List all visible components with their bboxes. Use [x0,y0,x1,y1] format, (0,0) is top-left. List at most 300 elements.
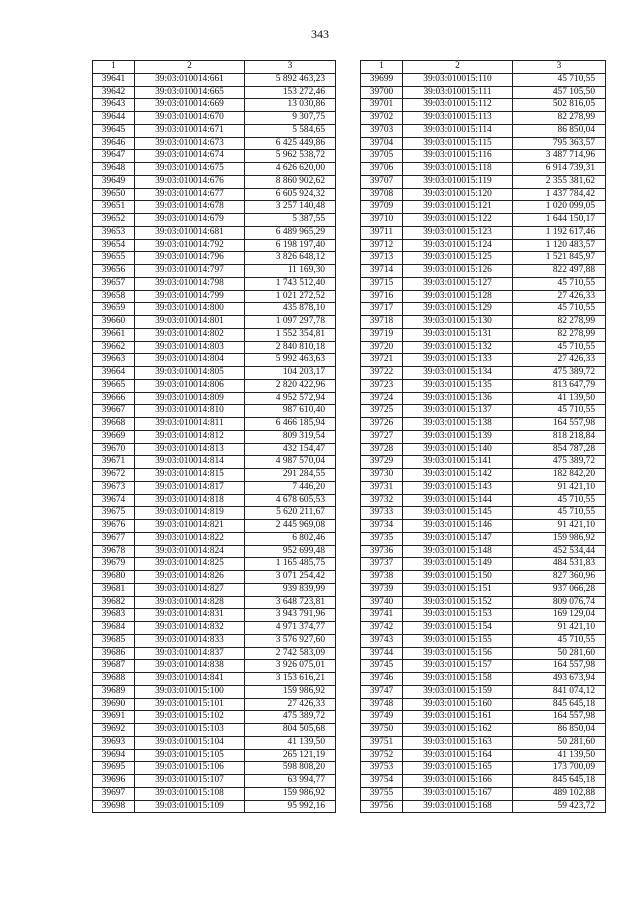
table-row [93,328,336,341]
cadastral-id-cell: 39:03:010014:805 [135,367,245,380]
table-row [93,787,336,800]
cadastral-id-cell: 39:03:010014:813 [135,443,245,456]
table-row [361,583,606,596]
row-number-cell: 39677 [93,532,135,545]
table-row [361,201,606,214]
cadastral-id-cell: 39:03:010015:166 [403,775,513,788]
value-cell: 91 421,10 [513,622,606,635]
value-cell: 5 387,55 [245,214,336,227]
table-row [93,379,336,392]
value-cell: 182 842,20 [513,469,606,482]
table-row [361,150,606,163]
table-row [361,124,606,137]
row-number-cell: 39701 [361,99,403,112]
value-cell: 41 139,50 [245,736,336,749]
value-cell: 4 678 605,53 [245,494,336,507]
row-number-cell: 39719 [361,328,403,341]
value-cell: 4 952 572,94 [245,392,336,405]
cadastral-id-cell: 39:03:010015:156 [403,647,513,660]
table-row [361,685,606,698]
value-cell: 484 531,83 [513,558,606,571]
row-number-cell: 39684 [93,622,135,635]
row-number-cell: 39644 [93,112,135,125]
table-row [361,290,606,303]
value-cell: 939 839,99 [245,583,336,596]
table-row [93,341,336,354]
row-number-cell: 39726 [361,418,403,431]
row-number-cell: 39749 [361,711,403,724]
cadastral-id-cell: 39:03:010014:828 [135,596,245,609]
value-cell: 91 421,10 [513,481,606,494]
row-number-cell: 39688 [93,673,135,686]
row-number-cell: 39703 [361,124,403,137]
value-cell: 841 074,12 [513,685,606,698]
row-number-cell: 39752 [361,749,403,762]
row-number-cell: 39745 [361,660,403,673]
row-number-cell: 39659 [93,303,135,316]
cadastral-id-cell: 39:03:010015:159 [403,685,513,698]
table-row [93,290,336,303]
row-number-cell: 39738 [361,571,403,584]
cadastral-id-cell: 39:03:010015:140 [403,443,513,456]
cadastral-id-cell: 39:03:010014:671 [135,124,245,137]
table-row [361,367,606,380]
table-row [361,392,606,405]
cadastral-id-cell: 39:03:010015:124 [403,239,513,252]
table-row [93,481,336,494]
table-row [361,341,606,354]
row-number-cell: 39641 [93,73,135,86]
value-cell: 6 198 197,40 [245,239,336,252]
table-row [361,214,606,227]
row-number-cell: 39735 [361,532,403,545]
cadastral-id-cell: 39:03:010015:100 [135,685,245,698]
table-row [361,86,606,99]
row-number-cell: 39649 [93,175,135,188]
cadastral-id-cell: 39:03:010015:106 [135,762,245,775]
value-cell: 86 850,04 [513,124,606,137]
table-row [93,226,336,239]
cadastral-id-cell: 39:03:010014:822 [135,532,245,545]
table-row [361,405,606,418]
row-number-cell: 39687 [93,660,135,673]
value-cell: 27 426,33 [245,698,336,711]
table-row [361,456,606,469]
value-cell: 452 534,44 [513,545,606,558]
table-row [361,481,606,494]
row-number-cell: 39707 [361,175,403,188]
cadastral-id-cell: 39:03:010014:833 [135,634,245,647]
table-row [361,112,606,125]
value-cell: 432 154,47 [245,443,336,456]
row-number-cell: 39656 [93,265,135,278]
row-number-cell: 39673 [93,481,135,494]
value-cell: 8 860 902,62 [245,175,336,188]
cadastral-id-cell: 39:03:010014:832 [135,622,245,635]
value-cell: 91 421,10 [513,520,606,533]
cadastral-id-cell: 39:03:010014:841 [135,673,245,686]
table-row [93,367,336,380]
cadastral-id-cell: 39:03:010015:113 [403,112,513,125]
value-cell: 4 971 374,77 [245,622,336,635]
value-cell: 95 992,16 [245,800,336,813]
cadastral-id-cell: 39:03:010015:107 [135,775,245,788]
row-number-cell: 39676 [93,520,135,533]
value-cell: 1 097 297,78 [245,316,336,329]
row-number-cell: 39710 [361,214,403,227]
value-cell: 493 673,94 [513,673,606,686]
value-cell: 45 710,55 [513,341,606,354]
cadastral-id-cell: 39:03:010014:804 [135,354,245,367]
table-row [93,430,336,443]
row-number-cell: 39661 [93,328,135,341]
cadastral-id-cell: 39:03:010014:819 [135,507,245,520]
value-cell: 1 552 354,81 [245,328,336,341]
table-row [93,596,336,609]
value-cell: 9 307,75 [245,112,336,125]
cadastral-id-cell: 39:03:010015:138 [403,418,513,431]
row-number-cell: 39715 [361,277,403,290]
row-number-cell: 39748 [361,698,403,711]
cadastral-id-cell: 39:03:010015:111 [403,86,513,99]
table-row [93,277,336,290]
table-row [361,545,606,558]
cadastral-id-cell: 39:03:010014:673 [135,137,245,150]
row-number-cell: 39666 [93,392,135,405]
value-cell: 3 648 723,81 [245,596,336,609]
value-cell: 6 489 965,29 [245,226,336,239]
value-cell: 169 129,04 [513,609,606,622]
value-cell: 7 446,20 [245,481,336,494]
column-header-value: 3 [245,61,336,74]
table-row [361,558,606,571]
table-row [93,354,336,367]
row-number-cell: 39685 [93,634,135,647]
row-number-cell: 39670 [93,443,135,456]
table-row [361,469,606,482]
cadastral-id-cell: 39:03:010014:801 [135,316,245,329]
table-row [361,532,606,545]
header-row [361,61,606,74]
table-row [361,354,606,367]
row-number-cell: 39734 [361,520,403,533]
cadastral-id-cell: 39:03:010015:109 [135,800,245,813]
cadastral-id-cell: 39:03:010014:792 [135,239,245,252]
cadastral-id-cell: 39:03:010015:158 [403,673,513,686]
value-cell: 2 840 810,18 [245,341,336,354]
cadastral-id-cell: 39:03:010015:119 [403,175,513,188]
value-cell: 45 710,55 [513,494,606,507]
column-header-cadastral-id: 2 [135,61,245,74]
row-number-cell: 39689 [93,685,135,698]
cadastral-id-cell: 39:03:010014:817 [135,481,245,494]
value-cell: 1 020 099,05 [513,201,606,214]
table-row [93,392,336,405]
cadastral-id-cell: 39:03:010015:143 [403,481,513,494]
table-row [361,379,606,392]
row-number-cell: 39678 [93,545,135,558]
value-cell: 4 626 620,00 [245,163,336,176]
table-row [93,673,336,686]
value-cell: 82 278,99 [513,316,606,329]
value-cell: 489 102,88 [513,787,606,800]
cadastral-id-cell: 39:03:010015:118 [403,163,513,176]
row-number-cell: 39741 [361,609,403,622]
row-number-cell: 39720 [361,341,403,354]
table-row [361,609,606,622]
row-number-cell: 39650 [93,188,135,201]
cadastral-id-cell: 39:03:010014:821 [135,520,245,533]
value-cell: 2 742 583,09 [245,647,336,660]
row-number-cell: 39705 [361,150,403,163]
table-row [361,239,606,252]
table-row [93,800,336,813]
cadastral-id-cell: 39:03:010014:826 [135,571,245,584]
value-cell: 809 076,74 [513,596,606,609]
value-cell: 937 066,28 [513,583,606,596]
cadastral-id-cell: 39:03:010014:678 [135,201,245,214]
cadastral-id-cell: 39:03:010015:150 [403,571,513,584]
cadastral-id-cell: 39:03:010015:110 [403,73,513,86]
value-cell: 50 281,60 [513,736,606,749]
table-row [93,188,336,201]
table-row [361,571,606,584]
cadastral-id-cell: 39:03:010015:148 [403,545,513,558]
value-cell: 153 272,46 [245,86,336,99]
cadastral-id-cell: 39:03:010015:102 [135,711,245,724]
value-cell: 13 030,86 [245,99,336,112]
cadastral-id-cell: 39:03:010014:810 [135,405,245,418]
value-cell: 457 105,50 [513,86,606,99]
cadastral-id-cell: 39:03:010015:121 [403,201,513,214]
row-number-cell: 39691 [93,711,135,724]
cadastral-id-cell: 39:03:010015:103 [135,724,245,737]
value-cell: 5 584,65 [245,124,336,137]
table-row [361,596,606,609]
row-number-cell: 39727 [361,430,403,443]
table-row [361,762,606,775]
value-cell: 159 986,92 [245,787,336,800]
value-cell: 159 986,92 [245,685,336,698]
cadastral-id-cell: 39:03:010015:123 [403,226,513,239]
row-number-cell: 39751 [361,736,403,749]
cadastral-id-cell: 39:03:010015:114 [403,124,513,137]
table-row [93,112,336,125]
row-number-cell: 39697 [93,787,135,800]
row-number-cell: 39667 [93,405,135,418]
table-row [93,99,336,112]
value-cell: 6 802,46 [245,532,336,545]
row-number-cell: 39704 [361,137,403,150]
row-number-cell: 39723 [361,379,403,392]
cadastral-id-cell: 39:03:010015:144 [403,494,513,507]
table-row [361,787,606,800]
cadastral-id-cell: 39:03:010015:154 [403,622,513,635]
table-row [361,800,606,813]
row-number-cell: 39693 [93,736,135,749]
value-cell: 86 850,04 [513,724,606,737]
row-number-cell: 39692 [93,724,135,737]
value-cell: 6 605 924,32 [245,188,336,201]
row-number-cell: 39675 [93,507,135,520]
row-number-cell: 39642 [93,86,135,99]
cadastral-id-cell: 39:03:010015:131 [403,328,513,341]
table-row [93,137,336,150]
row-number-cell: 39645 [93,124,135,137]
table-row [361,163,606,176]
row-number-cell: 39680 [93,571,135,584]
table-row [93,124,336,137]
value-cell: 1 437 784,42 [513,188,606,201]
value-cell: 41 139,50 [513,749,606,762]
table-row [93,698,336,711]
row-number-cell: 39646 [93,137,135,150]
table-row [93,711,336,724]
table-row [93,660,336,673]
value-cell: 45 710,55 [513,277,606,290]
cadastral-id-cell: 39:03:010014:679 [135,214,245,227]
cadastral-id-cell: 39:03:010015:151 [403,583,513,596]
value-cell: 27 426,33 [513,354,606,367]
table-row [93,443,336,456]
row-number-cell: 39660 [93,316,135,329]
table-row [93,685,336,698]
value-cell: 82 278,99 [513,112,606,125]
value-cell: 45 710,55 [513,405,606,418]
cadastral-id-cell: 39:03:010015:146 [403,520,513,533]
row-number-cell: 39730 [361,469,403,482]
row-number-cell: 39716 [361,290,403,303]
row-number-cell: 39756 [361,800,403,813]
row-number-cell: 39654 [93,239,135,252]
value-cell: 1 743 512,40 [245,277,336,290]
value-cell: 3 926 075,01 [245,660,336,673]
value-cell: 845 645,18 [513,698,606,711]
cadastral-id-cell: 39:03:010015:160 [403,698,513,711]
table-row [93,762,336,775]
value-cell: 3 487 714,96 [513,150,606,163]
table-row [93,609,336,622]
table-row [93,494,336,507]
table-row [93,163,336,176]
cadastral-id-cell: 39:03:010015:112 [403,99,513,112]
cadastral-id-cell: 39:03:010015:127 [403,277,513,290]
cadastral-id-cell: 39:03:010014:811 [135,418,245,431]
table-row [93,736,336,749]
value-cell: 6 914 739,31 [513,163,606,176]
table-row [361,749,606,762]
value-cell: 3 826 648,12 [245,252,336,265]
row-number-cell: 39755 [361,787,403,800]
cadastral-id-cell: 39:03:010015:126 [403,265,513,278]
value-cell: 809 319,54 [245,430,336,443]
value-cell: 45 710,55 [513,73,606,86]
value-cell: 795 363,57 [513,137,606,150]
value-cell: 164 557,98 [513,711,606,724]
table-row [93,405,336,418]
value-cell: 45 710,55 [513,303,606,316]
value-cell: 104 203,17 [245,367,336,380]
table-row [93,418,336,431]
row-number-cell: 39753 [361,762,403,775]
row-number-cell: 39696 [93,775,135,788]
cadastral-id-cell: 39:03:010014:661 [135,73,245,86]
cadastral-id-cell: 39:03:010014:837 [135,647,245,660]
row-number-cell: 39754 [361,775,403,788]
page-number: 343 [311,27,329,41]
table-row [93,532,336,545]
cadastral-id-cell: 39:03:010015:165 [403,762,513,775]
row-number-cell: 39702 [361,112,403,125]
cadastral-id-cell: 39:03:010015:167 [403,787,513,800]
value-cell: 6 466 185,94 [245,418,336,431]
row-number-cell: 39664 [93,367,135,380]
cadastral-id-cell: 39:03:010015:104 [135,736,245,749]
row-number-cell: 39643 [93,99,135,112]
value-cell: 2 355 381,62 [513,175,606,188]
row-number-cell: 39746 [361,673,403,686]
value-cell: 845 645,18 [513,775,606,788]
row-number-cell: 39668 [93,418,135,431]
row-number-cell: 39731 [361,481,403,494]
column-header-number: 1 [93,61,135,74]
row-number-cell: 39686 [93,647,135,660]
cadastral-id-cell: 39:03:010015:125 [403,252,513,265]
value-cell: 45 710,55 [513,634,606,647]
row-number-cell: 39690 [93,698,135,711]
cadastral-id-cell: 39:03:010014:681 [135,226,245,239]
cadastral-id-cell: 39:03:010015:105 [135,749,245,762]
row-number-cell: 39708 [361,188,403,201]
table-row [361,265,606,278]
value-cell: 2 820 422,96 [245,379,336,392]
table-row [361,99,606,112]
value-cell: 11 169,30 [245,265,336,278]
cadastral-id-cell: 39:03:010015:136 [403,392,513,405]
value-cell: 3 257 140,48 [245,201,336,214]
row-number-cell: 39750 [361,724,403,737]
table-row [361,188,606,201]
row-number-cell: 39658 [93,290,135,303]
value-cell: 45 710,55 [513,507,606,520]
value-cell: 854 787,28 [513,443,606,456]
row-number-cell: 39728 [361,443,403,456]
row-number-cell: 39655 [93,252,135,265]
cadastral-id-cell: 39:03:010015:161 [403,711,513,724]
table-row [361,303,606,316]
cadastral-id-cell: 39:03:010015:122 [403,214,513,227]
row-number-cell: 39663 [93,354,135,367]
table-row [361,73,606,86]
row-number-cell: 39733 [361,507,403,520]
value-cell: 164 557,98 [513,660,606,673]
table-row [361,328,606,341]
table-row [93,239,336,252]
cadastral-id-cell: 39:03:010014:812 [135,430,245,443]
value-cell: 804 505,68 [245,724,336,737]
cadastral-id-cell: 39:03:010014:798 [135,277,245,290]
row-number-cell: 39681 [93,583,135,596]
column-header-cadastral-id: 2 [403,61,513,74]
row-number-cell: 39747 [361,685,403,698]
value-cell: 5 992 463,63 [245,354,336,367]
table-row [361,698,606,711]
table-row [361,418,606,431]
value-cell: 27 426,33 [513,290,606,303]
cadastral-id-cell: 39:03:010015:139 [403,430,513,443]
table-row [93,303,336,316]
cadastral-id-cell: 39:03:010015:168 [403,800,513,813]
